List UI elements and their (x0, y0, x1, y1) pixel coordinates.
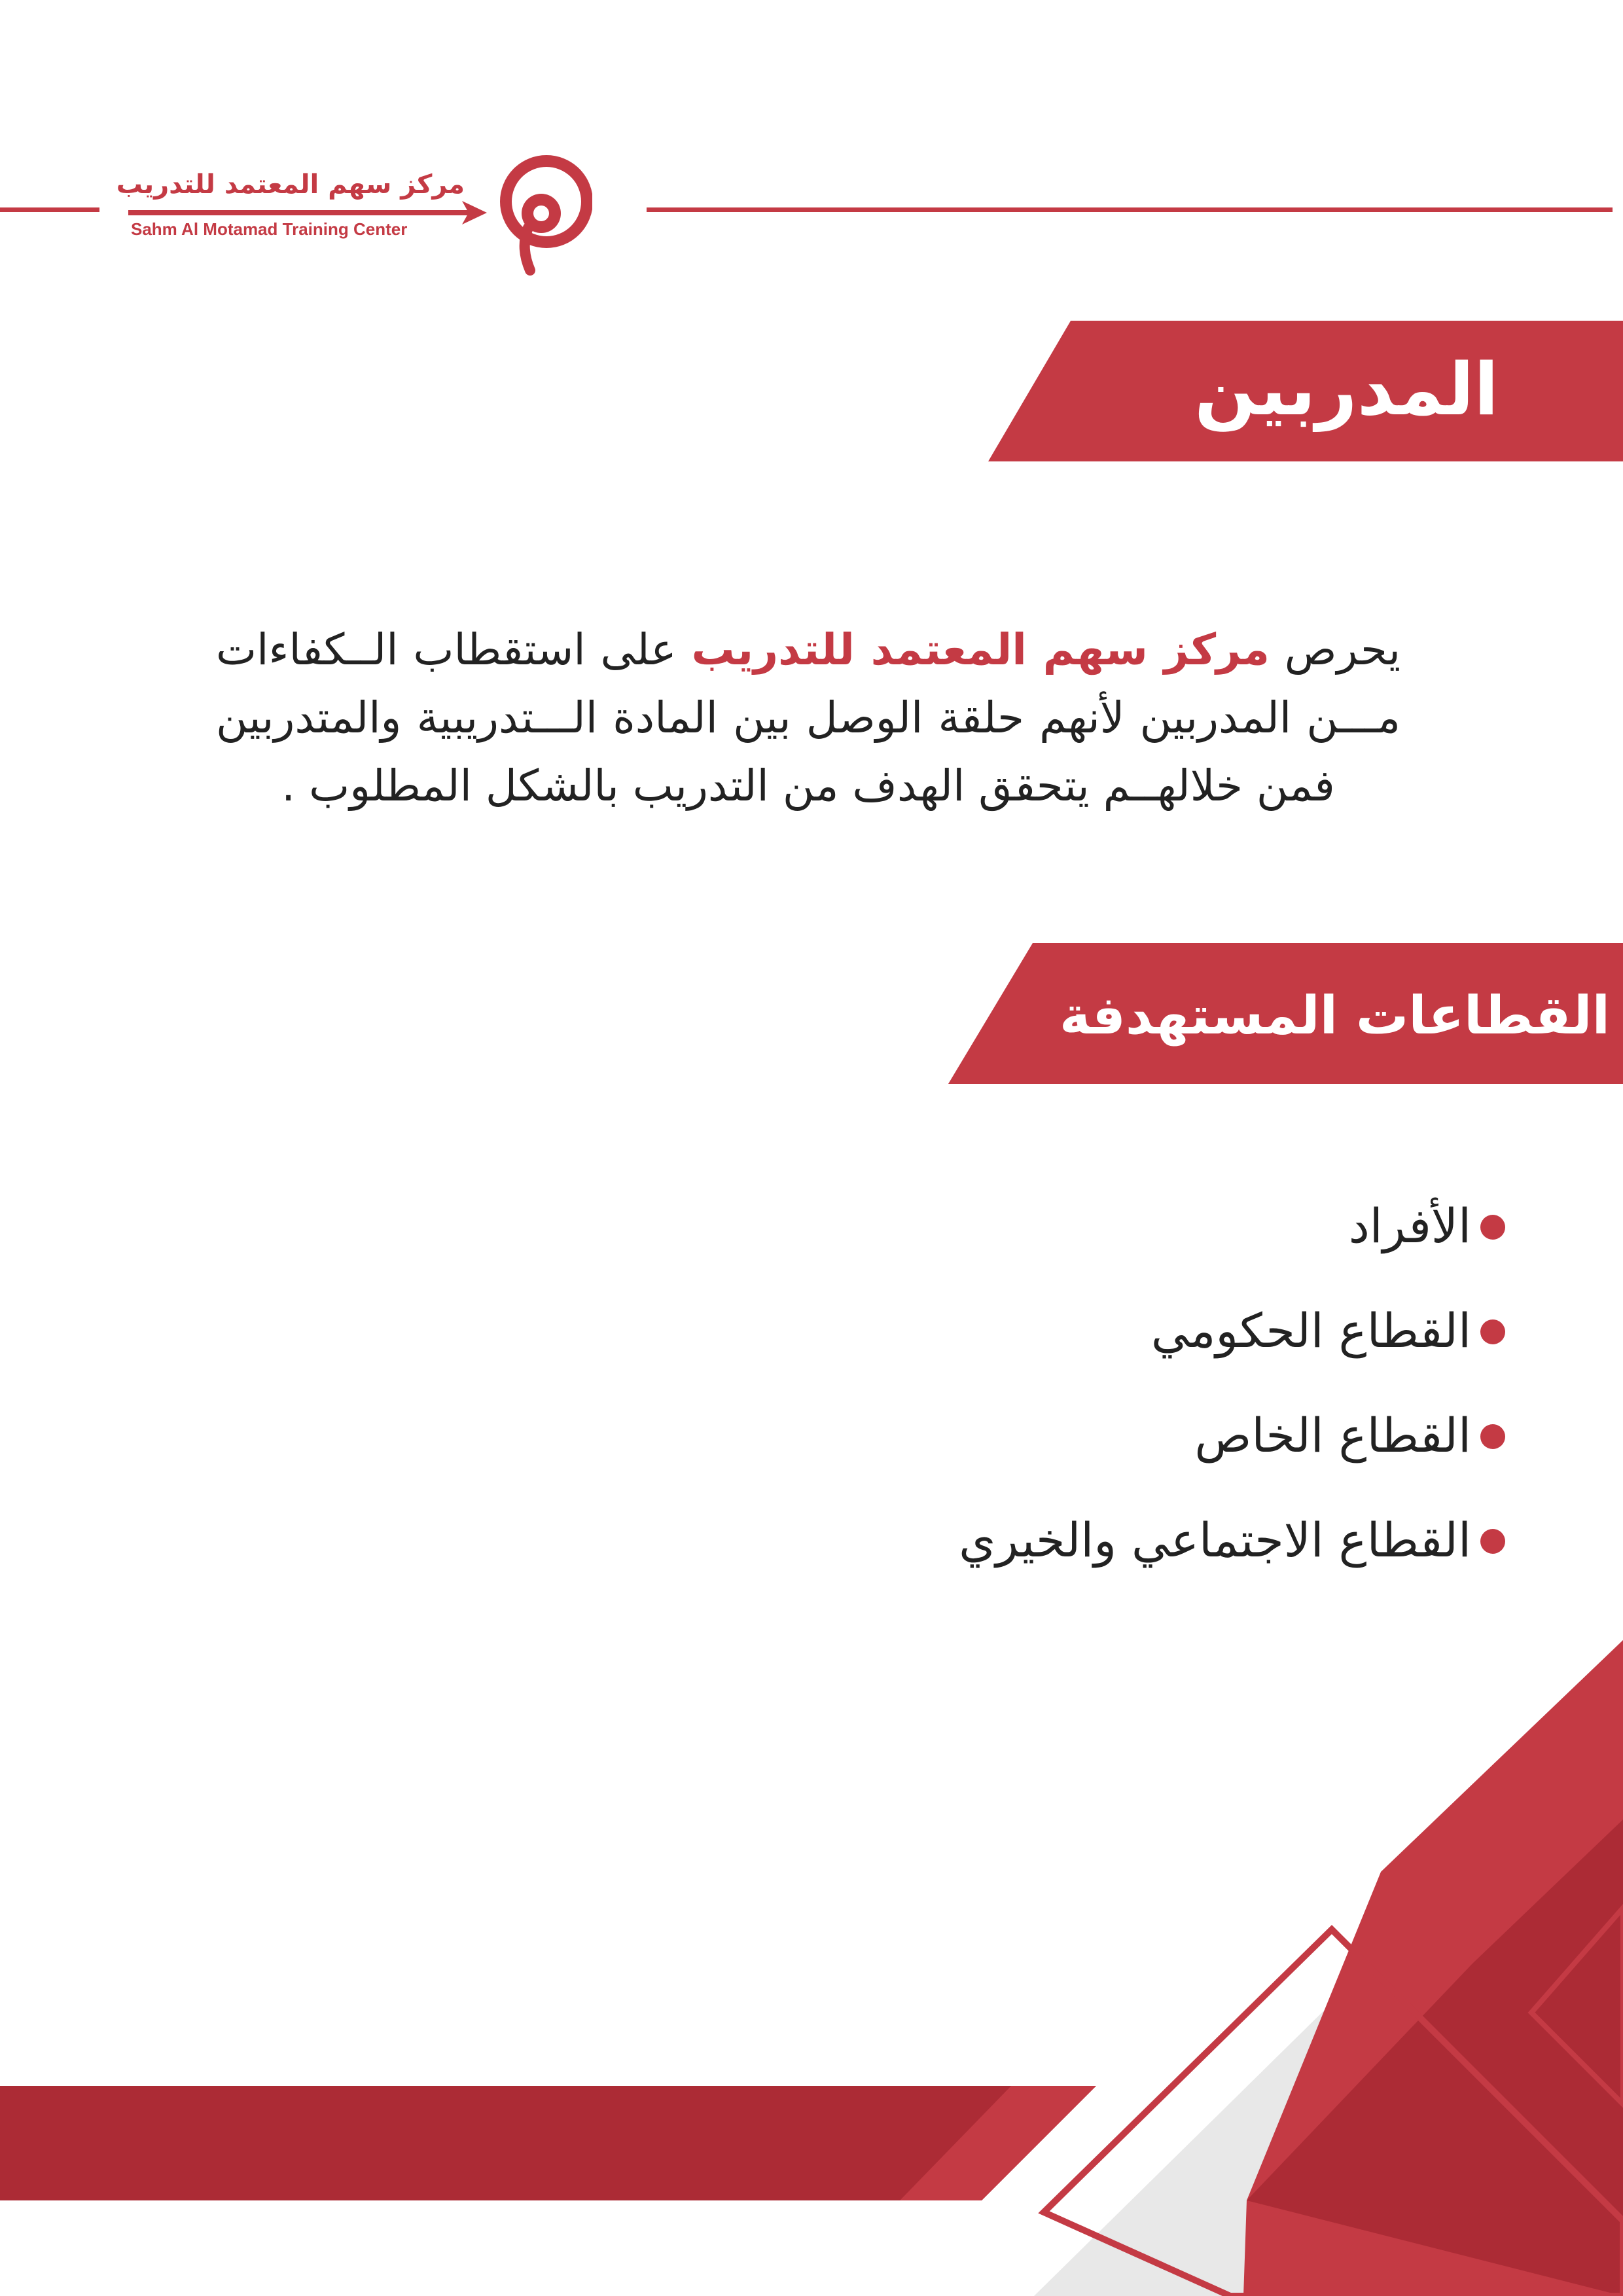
sectors-list (589, 1191, 1505, 1610)
bullet-icon (1480, 1319, 1505, 1344)
decorative-footer-shapes (0, 1604, 1623, 2296)
sector-label: القطاع الخاص (1194, 1408, 1471, 1463)
bullet-icon (1480, 1529, 1505, 1554)
header-rule-right (647, 207, 1613, 212)
logo-english-name: Sahm Al Motamad Training Center (131, 219, 408, 239)
arrow-target-logo-icon (494, 149, 592, 277)
bullet-icon (1480, 1215, 1505, 1240)
sector-label: القطاع الحكومي (1150, 1303, 1471, 1358)
list-item (589, 1401, 1505, 1505)
list-item (589, 1296, 1505, 1401)
list-item (589, 1505, 1505, 1610)
bullet-icon (1480, 1424, 1505, 1449)
trainers-section-title: المدربين (1194, 348, 1499, 431)
intro-center-name: مركز سهم المعتمد للتدريب (691, 624, 1270, 675)
logo-arabic-name: مركز سهم المعتمد للتدريب (116, 170, 465, 200)
header-rule-left (0, 207, 99, 212)
sector-label: الأفراد (1348, 1198, 1471, 1253)
intro-text-end: على استقطاب الــكفاءات مـــن المدربين لأنهم حلقة الوصل بين المادة الـــتدريبية والمتدربين فمن خلالهــم يتحقق الهدف من التدريب بالشكل المطلوب . (216, 624, 1400, 811)
sector-label: القطاع الاجتماعي والخيري (959, 1513, 1471, 1568)
trainers-intro-paragraph (216, 616, 1400, 820)
sectors-section-title: القطاعات المستهدفة (1059, 985, 1610, 1046)
intro-text-start: يحرص (1270, 624, 1400, 675)
list-item (589, 1191, 1505, 1296)
